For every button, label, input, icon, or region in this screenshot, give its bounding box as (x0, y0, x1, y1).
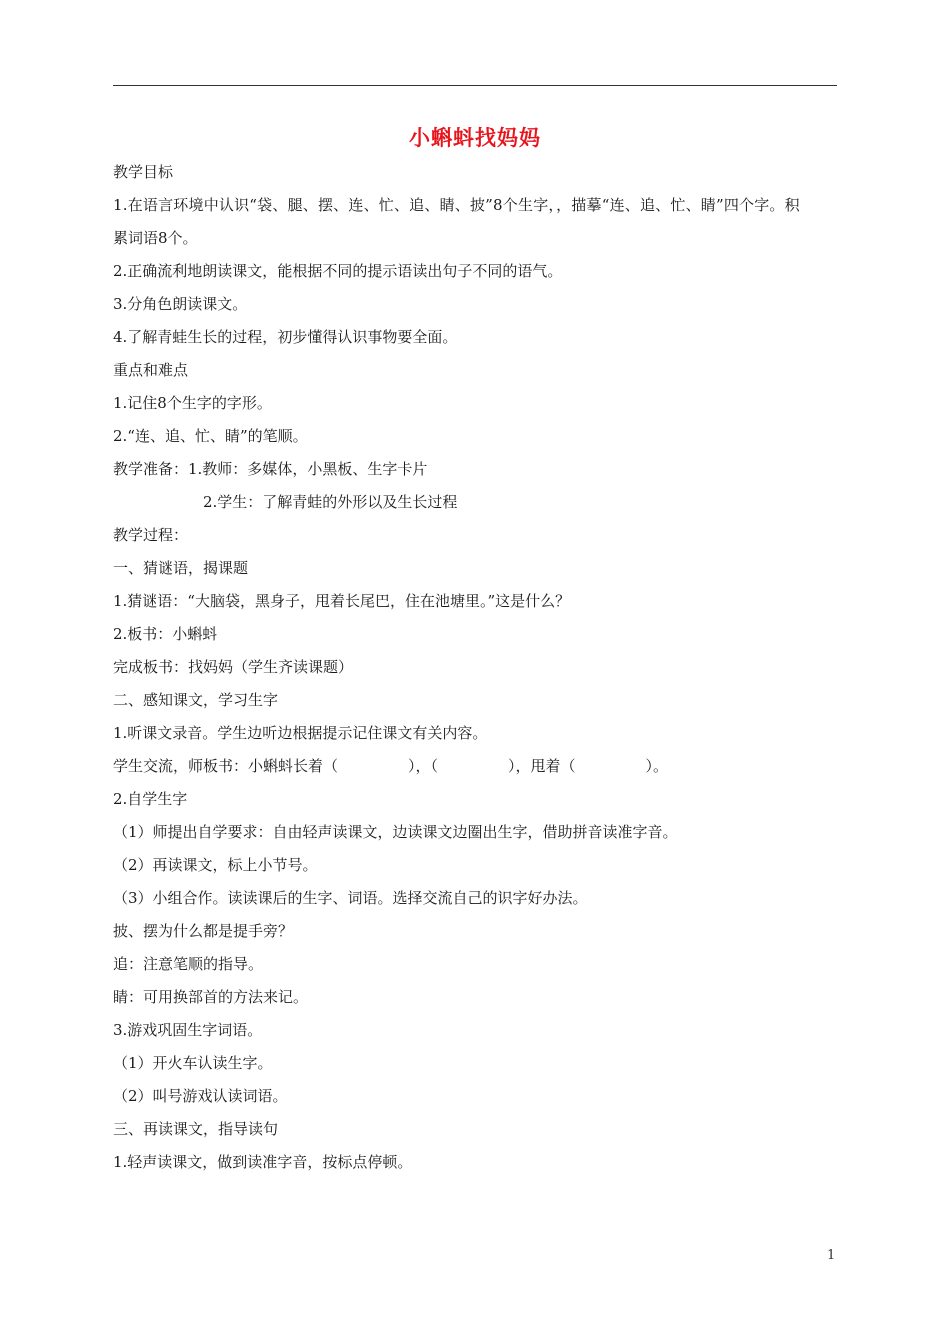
paragraph-line: 1.记住8个生字的字形。 (113, 394, 272, 412)
paragraph-line: （2）再读课文，标上小节号。 (113, 856, 318, 874)
document-body (113, 159, 839, 1182)
fill-prefix: 学生交流，师板书：小蝌蚪长着（ (113, 757, 339, 775)
paragraph-line: 1.猜谜语：“大脑袋，黑身子，甩着长尾巴，住在池塘里。”这是什么？ (113, 592, 571, 610)
section-heading: 三、再读课文，指导读句 (113, 1120, 279, 1138)
paragraph-line: 1.轻声读课文，做到读准字音，按标点停顿。 (113, 1153, 413, 1171)
paragraph-line: 2.板书：小蝌蚪 (113, 625, 218, 643)
section-heading: 一、猜谜语，揭课题 (113, 559, 249, 577)
section-heading: 教学过程： (113, 526, 189, 544)
section-heading: 教学目标 (113, 163, 174, 181)
paragraph-line: 2.正确流利地朗读课文，能根据不同的提示语读出句子不同的语气。 (113, 262, 563, 280)
paragraph-line: 完成板书：找妈妈（学生齐读课题） (113, 658, 354, 676)
paragraph-line: 披、摆为什么都是提手旁？ (113, 922, 294, 940)
paragraph-line: 3.分角色朗读课文。 (113, 295, 248, 313)
paragraph-line: 追：注意笔顺的指导。 (113, 955, 264, 973)
document-title: 小蝌蚪找妈妈 (409, 125, 541, 150)
paragraph-line: 1.在语言环境中认识“袋、腿、摆、连、忙、追、睛、披”8个生字，，描摹“连、追、忙、睛”四个字。积 (113, 196, 800, 214)
fill-blank-line (113, 753, 839, 786)
paragraph-line: 2.学生：了解青蛙的外形以及生长过程 (203, 493, 458, 511)
section-heading: 重点和难点 (113, 361, 189, 379)
paragraph-line: （1）开火车认读生字。 (113, 1054, 273, 1072)
header-rule (113, 85, 837, 86)
fill-suffix: ）。 (645, 757, 669, 775)
paragraph-line: 3.游戏巩固生字词语。 (113, 1021, 263, 1039)
paragraph-line: 2.自学生字 (113, 790, 188, 808)
paragraph-line: （1）师提出自学要求：自由轻声读课文，边读课文边圈出生字，借助拼音读准字音。 (113, 823, 678, 841)
fill-sep: ），甩着（ (508, 757, 576, 775)
section-heading: 二、感知课文，学习生字 (113, 691, 279, 709)
paragraph-line: 教学准备：1.教师：多媒体，小黑板、生字卡片 (113, 460, 428, 478)
fill-sep: ），（ (408, 757, 439, 775)
paragraph-line: 1.听课文录音。学生边听边根据提示记住课文有关内容。 (113, 724, 488, 742)
paragraph-line: （2）叫号游戏认读词语。 (113, 1087, 288, 1105)
paragraph-line: 累词语8个。 (113, 229, 198, 247)
paragraph-line: 4.了解青蛙生长的过程，初步懂得认识事物要全面。 (113, 328, 458, 346)
paragraph-line: （3）小组合作。读读课后的生字、词语。选择交流自己的识字好办法。 (113, 889, 588, 907)
paragraph-line: 睛：可用换部首的方法来记。 (113, 988, 309, 1006)
page-number: 1 (827, 1248, 836, 1263)
paragraph-line: 2.“连、追、忙、睛”的笔顺。 (113, 427, 308, 445)
